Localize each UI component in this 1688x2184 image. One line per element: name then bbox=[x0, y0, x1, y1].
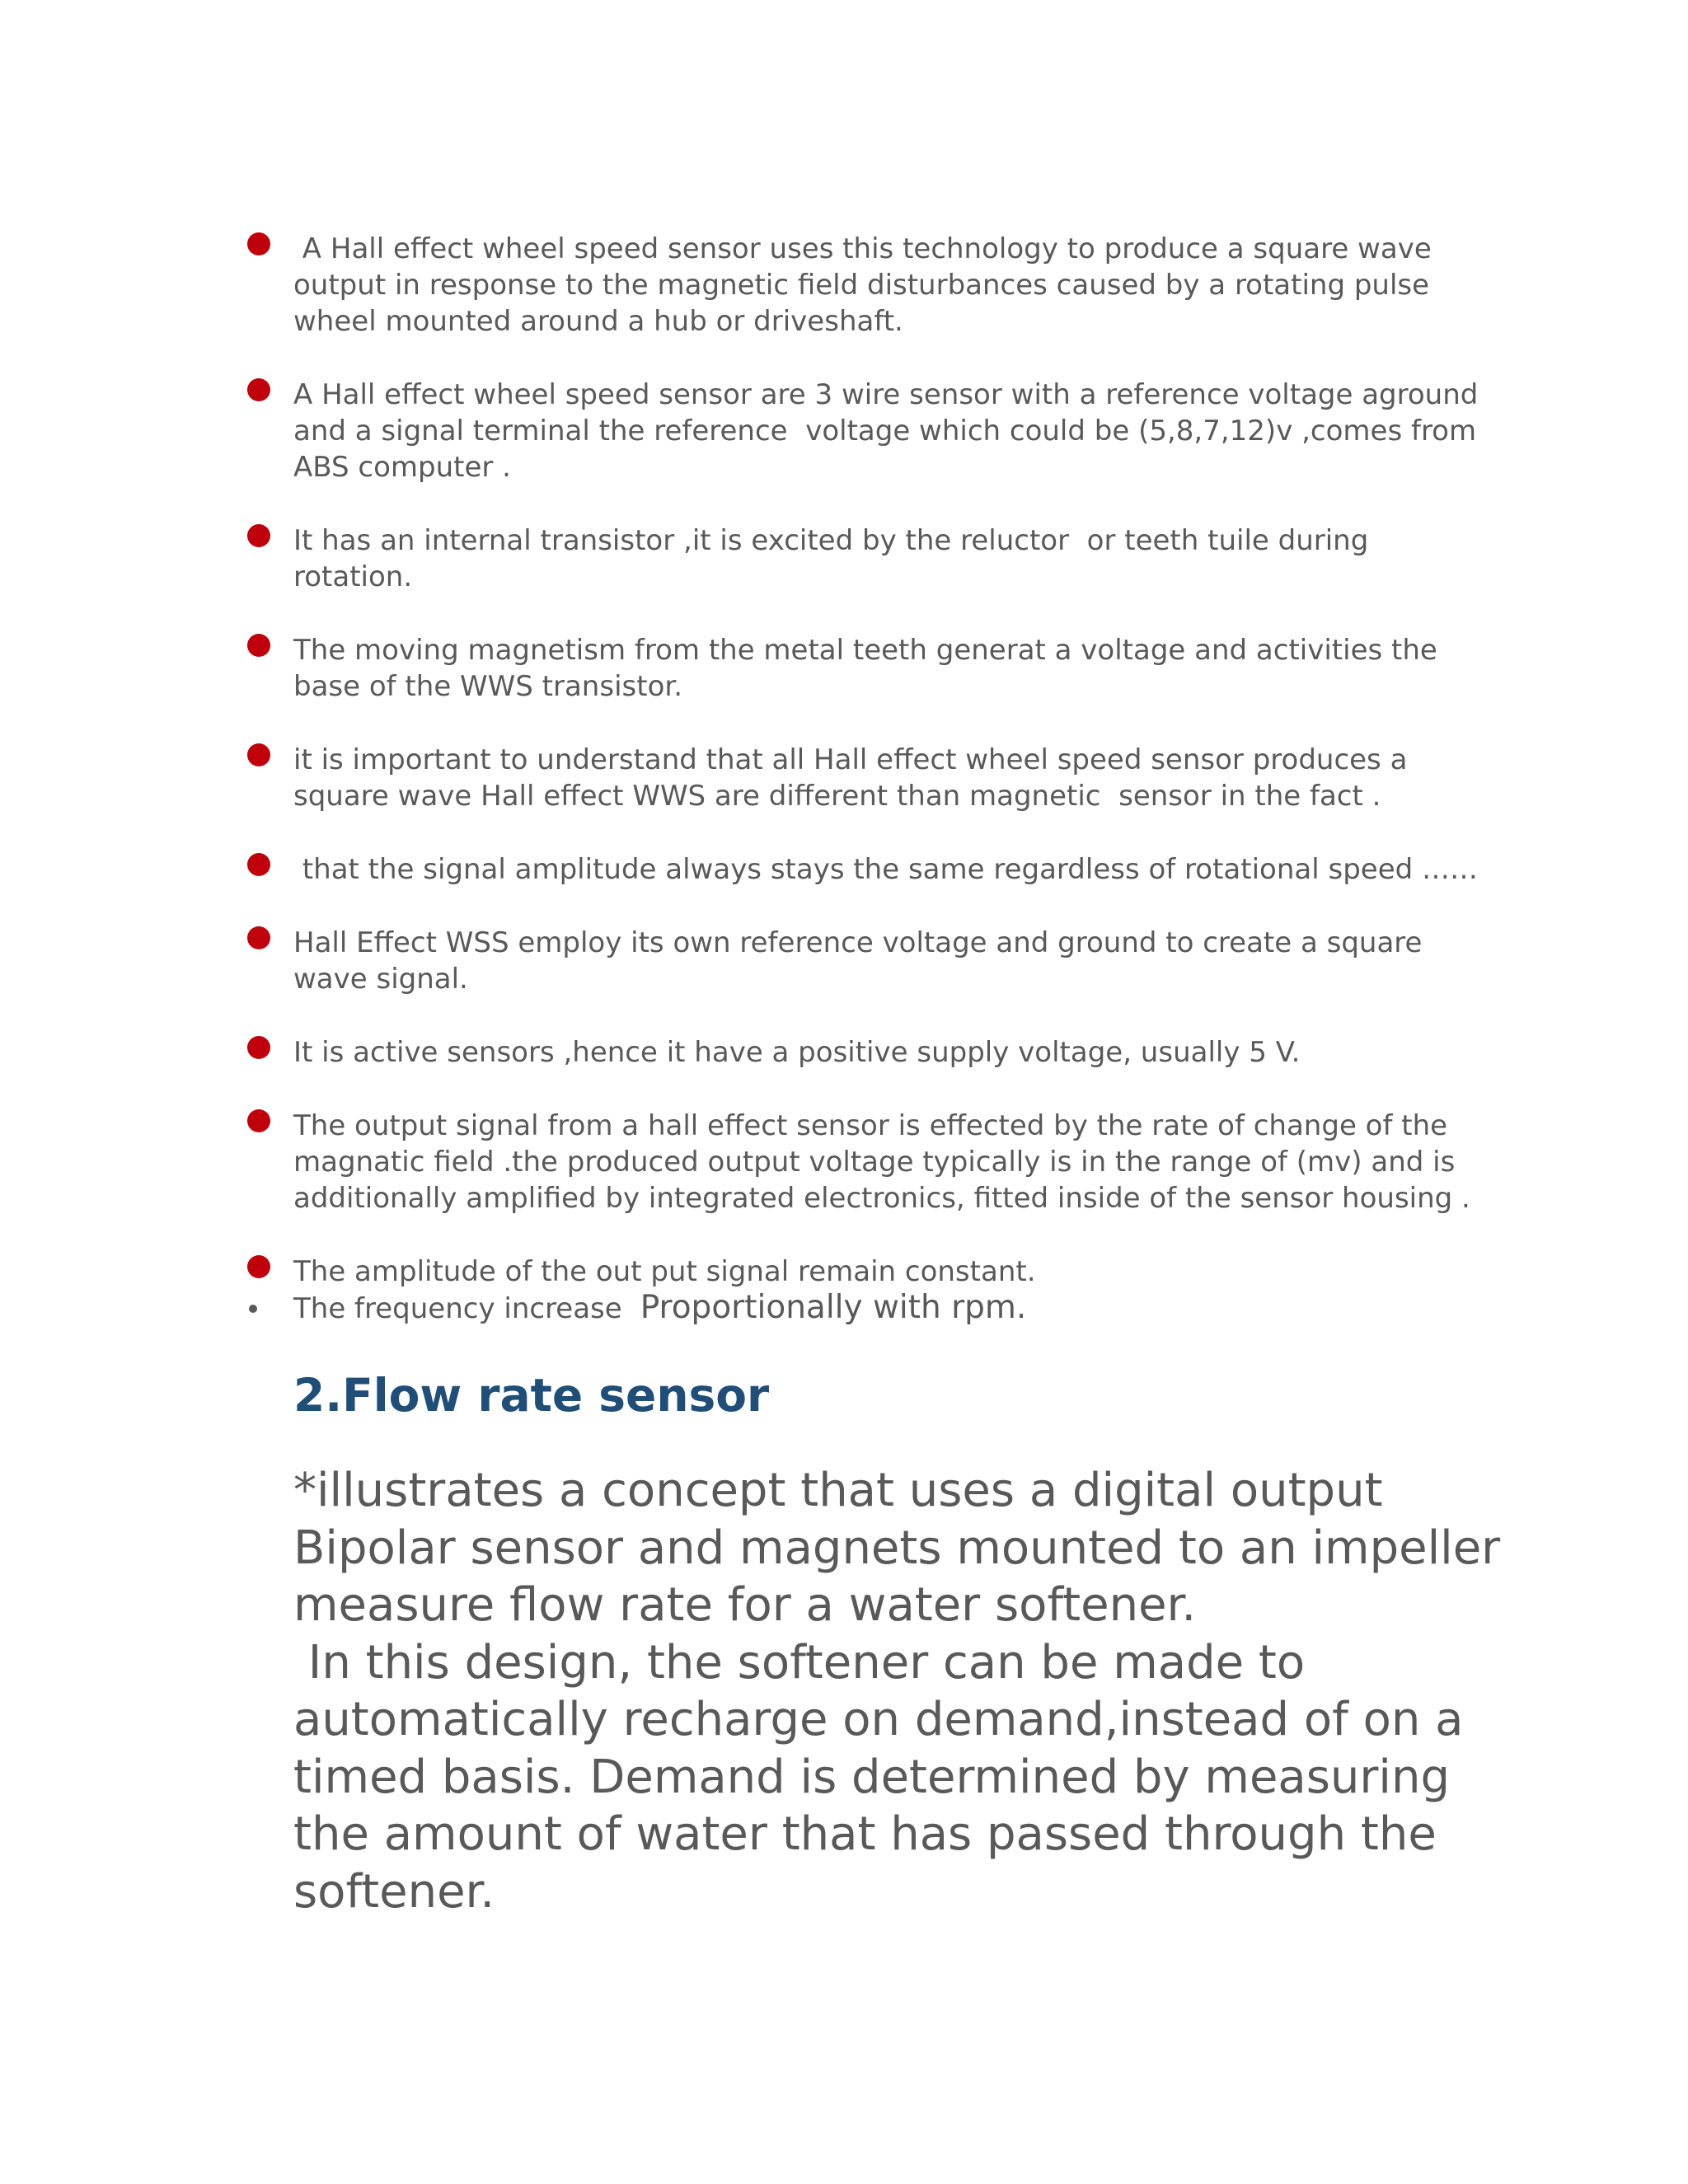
small-bullet-text: The frequency increase bbox=[293, 1292, 622, 1325]
bullet-item bbox=[244, 377, 1497, 485]
bullet-item bbox=[244, 1034, 1497, 1071]
paragraph-line: measure flow rate for a water softener. bbox=[293, 1578, 1197, 1632]
paragraph-line: softener. bbox=[293, 1864, 495, 1919]
bullet-line: base of the WWS transistor. bbox=[293, 670, 683, 703]
bullet-line: wave signal. bbox=[293, 963, 468, 996]
bullet-line: output in response to the magnetic field disturbances caused by a rotating pulse bbox=[293, 269, 1430, 302]
paragraph-line: *illustrates a concept that uses a digital output bbox=[293, 1464, 1383, 1517]
bullet-line: and a signal terminal the reference voltage which could be (5,8,7,12)v ,comes from bbox=[293, 415, 1477, 448]
bullet-line: ABS computer . bbox=[293, 451, 511, 484]
bullet-line: rotation. bbox=[293, 560, 413, 593]
bullet-line: wheel mounted around a hub or driveshaft. bbox=[293, 305, 903, 338]
bullet-item bbox=[244, 851, 1497, 888]
bullet-line: magnatic field .the produced output voltage typically is in the range of (mv) and is bbox=[293, 1146, 1456, 1179]
bullet-dot-icon bbox=[247, 1255, 270, 1278]
bullet-line: The output signal from a hall effect sensor is effected by the rate of change of the bbox=[293, 1109, 1448, 1142]
bullet-dot-icon bbox=[247, 853, 270, 876]
paragraph-line: automatically recharge on demand,instead of on a bbox=[293, 1693, 1464, 1746]
bullet-dot-icon bbox=[247, 524, 270, 547]
bullet-dot-icon bbox=[247, 232, 270, 255]
bullet-line: it is important to understand that all Hall effect wheel speed sensor produces a bbox=[293, 743, 1408, 776]
bullet-line: Hall Effect WSS employ its own reference voltage and ground to create a square bbox=[293, 926, 1423, 959]
bullet-dot-icon bbox=[247, 926, 270, 949]
bullet-line: square wave Hall effect WWS are different than magnetic sensor in the fact . bbox=[293, 780, 1381, 813]
bullet-item bbox=[244, 632, 1497, 705]
bullet-list bbox=[244, 231, 1497, 1327]
bullet-dot-icon bbox=[247, 1036, 270, 1059]
bullet-dot-icon bbox=[247, 378, 270, 401]
small-bullet-item bbox=[244, 1290, 1497, 1327]
paragraph-line: Bipolar sensor and magnets mounted to an impeller bbox=[293, 1521, 1501, 1575]
small-bullet-dot-icon bbox=[249, 1305, 257, 1313]
bullet-line: It has an internal transistor ,it is excited by the reluctor or teeth tuile during bbox=[293, 524, 1369, 557]
bullet-item bbox=[244, 925, 1497, 997]
bullet-dot-icon bbox=[247, 1109, 270, 1132]
paragraph-line: the amount of water that has passed through the bbox=[293, 1807, 1437, 1861]
bullet-line: A Hall effect wheel speed sensor are 3 wire sensor with a reference voltage aground bbox=[293, 378, 1479, 411]
bullet-line: It is active sensors ,hence it have a positive supply voltage, usually 5 V. bbox=[293, 1036, 1301, 1069]
bullet-line: additionally amplified by integrated electronics, fitted inside of the sensor housing . bbox=[293, 1182, 1470, 1215]
paragraph-line: In this design, the softener can be made to bbox=[293, 1635, 1306, 1690]
section-paragraph bbox=[293, 1462, 1530, 1920]
bullet-item bbox=[244, 523, 1497, 595]
bullet-line: The amplitude of the out put signal remain constant. bbox=[293, 1255, 1036, 1288]
bullet-line: The moving magnetism from the metal teeth generat a voltage and activities the bbox=[293, 634, 1437, 667]
bullet-dot-icon bbox=[247, 634, 270, 657]
small-bullet-tail: Proportionally with rpm. bbox=[640, 1289, 1027, 1326]
bullet-line: that the signal amplitude always stays the same regardless of rotational speed …… bbox=[293, 853, 1478, 886]
bullet-line: A Hall effect wheel speed sensor uses this technology to produce a square wave bbox=[293, 232, 1432, 265]
bullet-item bbox=[244, 1254, 1497, 1290]
bullet-item bbox=[244, 1108, 1497, 1216]
bullet-item bbox=[244, 231, 1497, 340]
bullet-dot-icon bbox=[247, 743, 270, 766]
section-heading: 2.Flow rate sensor bbox=[293, 1369, 770, 1422]
paragraph-line: timed basis. Demand is determined by measuring bbox=[293, 1750, 1451, 1804]
bullet-item bbox=[244, 742, 1497, 814]
